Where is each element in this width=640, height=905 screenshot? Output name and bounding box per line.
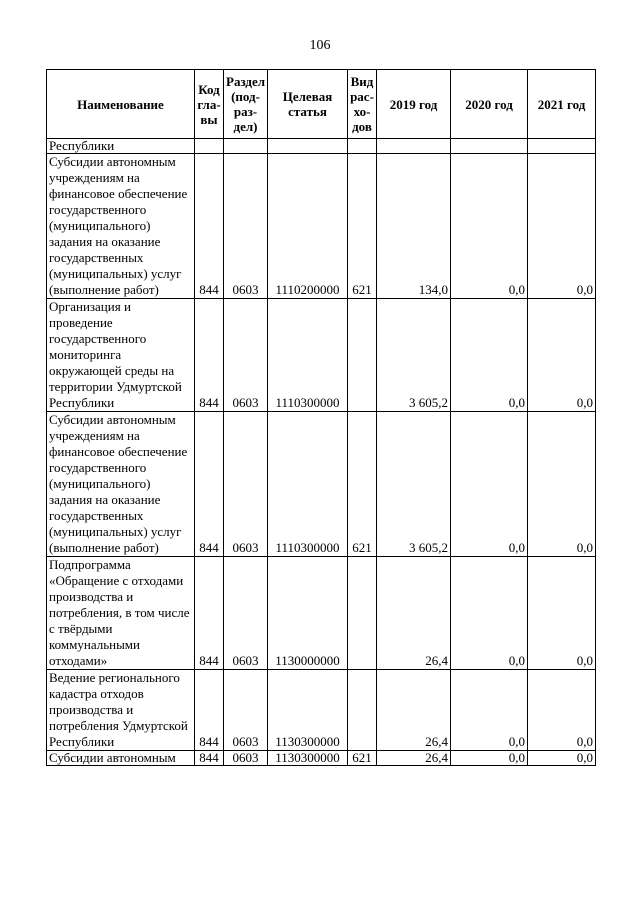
row-2021: 0,0 xyxy=(528,299,596,412)
budget-table xyxy=(46,69,596,766)
page-number: 106 xyxy=(309,38,331,53)
row-2021: 0,0 xyxy=(528,412,596,557)
row-target-article: 1110300000 xyxy=(268,412,348,557)
row-2020: 0,0 xyxy=(451,557,528,670)
row-2021: 0,0 xyxy=(528,557,596,670)
row-target-article: 1130300000 xyxy=(268,751,348,766)
header-2020: 2020 год xyxy=(451,70,528,139)
row-section: 0603 xyxy=(224,412,268,557)
row-2021 xyxy=(528,139,596,154)
row-chapter-code: 844 xyxy=(195,299,224,412)
row-expense-type: 621 xyxy=(348,154,377,299)
table-row xyxy=(47,412,596,557)
row-section: 0603 xyxy=(224,670,268,751)
row-section: 0603 xyxy=(224,557,268,670)
row-name: Организация и проведение государственного мониторинга окружающей среды на территории Удмуртской Республики xyxy=(47,299,195,412)
row-chapter-code: 844 xyxy=(195,670,224,751)
row-expense-type: 621 xyxy=(348,412,377,557)
row-2019: 26,4 xyxy=(377,751,451,766)
table-row xyxy=(47,670,596,751)
row-target-article: 1110200000 xyxy=(268,154,348,299)
row-2019 xyxy=(377,139,451,154)
row-name: Подпрограмма «Обращение с отходами производства и потребления, в том числе с твёрдыми коммунальными отходами» xyxy=(47,557,195,670)
row-chapter-code: 844 xyxy=(195,751,224,766)
header-2021: 2021 год xyxy=(528,70,596,139)
row-chapter-code: 844 xyxy=(195,557,224,670)
header-name: Наименование xyxy=(47,70,195,139)
table-header-row xyxy=(47,70,596,139)
row-expense-type xyxy=(348,557,377,670)
row-2020: 0,0 xyxy=(451,751,528,766)
row-section xyxy=(224,139,268,154)
row-target-article: 1130300000 xyxy=(268,670,348,751)
row-2020: 0,0 xyxy=(451,154,528,299)
row-target-article xyxy=(268,139,348,154)
row-2020: 0,0 xyxy=(451,670,528,751)
row-target-article: 1110300000 xyxy=(268,299,348,412)
row-expense-type xyxy=(348,670,377,751)
table-row xyxy=(47,751,596,766)
row-target-article: 1130000000 xyxy=(268,557,348,670)
row-2019: 3 605,2 xyxy=(377,412,451,557)
row-chapter-code: 844 xyxy=(195,154,224,299)
row-section: 0603 xyxy=(224,154,268,299)
row-2020: 0,0 xyxy=(451,299,528,412)
row-2019: 134,0 xyxy=(377,154,451,299)
row-expense-type xyxy=(348,139,377,154)
row-name: Субсидии автономным учреждениям на финансовое обеспечение государственного (муниципального) задания на оказание государственных (муниципальных) услуг (выполнение работ) xyxy=(47,412,195,557)
row-section: 0603 xyxy=(224,299,268,412)
table-row xyxy=(47,299,596,412)
row-2021: 0,0 xyxy=(528,670,596,751)
row-2019: 26,4 xyxy=(377,670,451,751)
row-expense-type xyxy=(348,299,377,412)
row-expense-type: 621 xyxy=(348,751,377,766)
header-section: Раздел (под- раз- дел) xyxy=(224,70,268,139)
row-2020 xyxy=(451,139,528,154)
table-row xyxy=(47,154,596,299)
row-section: 0603 xyxy=(224,751,268,766)
header-target-article: Целевая статья xyxy=(268,70,348,139)
header-2019: 2019 год xyxy=(377,70,451,139)
row-name: Республики xyxy=(47,139,195,154)
row-2021: 0,0 xyxy=(528,751,596,766)
row-chapter-code: 844 xyxy=(195,412,224,557)
table-row xyxy=(47,139,596,154)
table-row xyxy=(47,557,596,670)
header-chapter-code: Код гла- вы xyxy=(195,70,224,139)
row-name: Субсидии автономным учреждениям на финансовое обеспечение государственного (муниципального) задания на оказание государственных (муниципальных) услуг (выполнение работ) xyxy=(47,154,195,299)
header-expense-type: Вид рас- хо- дов xyxy=(348,70,377,139)
row-2021: 0,0 xyxy=(528,154,596,299)
row-chapter-code xyxy=(195,139,224,154)
row-2019: 3 605,2 xyxy=(377,299,451,412)
row-2020: 0,0 xyxy=(451,412,528,557)
row-name: Субсидии автономным xyxy=(47,751,195,766)
row-name: Ведение регионального кадастра отходов производства и потребления Удмуртской Республики xyxy=(47,670,195,751)
row-2019: 26,4 xyxy=(377,557,451,670)
